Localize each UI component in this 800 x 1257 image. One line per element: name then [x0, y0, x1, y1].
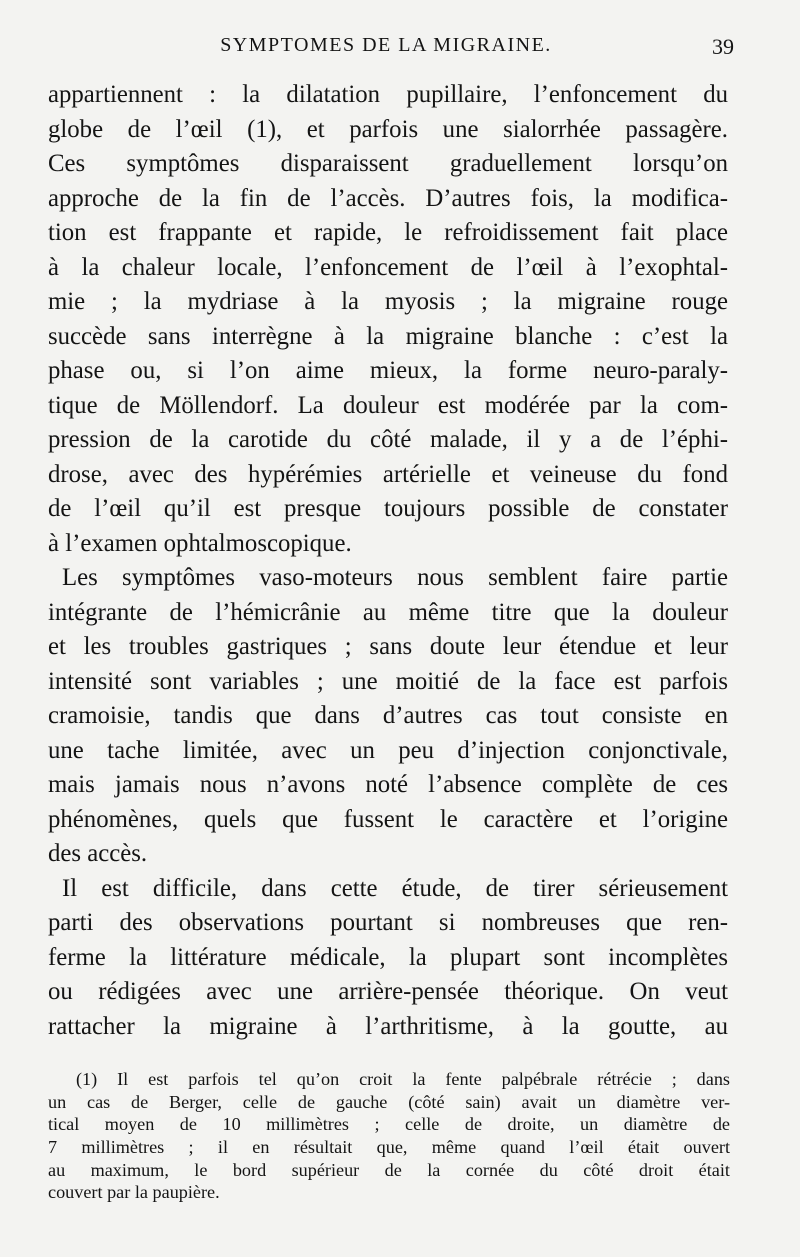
text-line: intensité sont variables ; une moitié de la face est parfois	[48, 667, 728, 695]
footnote-line: tical moyen de 10 millimètres ; celle de droite, un diamètre de	[48, 1114, 730, 1135]
text-line: globe de l’œil (1), et parfois une sialorrhée passagère.	[48, 115, 728, 143]
text-line: rattacher la migraine à l’arthritisme, à la goutte, au	[48, 1012, 728, 1040]
footnote	[48, 1068, 730, 1204]
text-line: phénomènes, quels que fussent le caractère et l’origine	[48, 805, 728, 833]
text-line: Ces symptômes disparaissent graduellement lorsqu’on	[48, 150, 728, 177]
text-line: intégrante de l’hémicrânie au même titre que la douleur	[48, 598, 728, 626]
text-line: à la chaleur locale, l’enfoncement de l’œil à l’exophtal-	[48, 253, 728, 281]
text-line: à l’examen ophtalmoscopique.	[48, 529, 352, 557]
text-line: ferme la littérature médicale, la plupart sont incomplètes	[48, 943, 728, 971]
text-line: mie ; la mydriase à la myosis ; la migraine rouge	[48, 288, 728, 315]
text-line: cramoisie, tandis que dans d’autres cas tout consiste en	[48, 702, 728, 729]
footnote-line: 7 millimètres ; il en résultait que, même quand l’œil était ouvert	[48, 1137, 730, 1158]
running-head	[48, 34, 734, 64]
text-line: pression de la carotide du côté malade, il y a de l’éphi-	[48, 426, 728, 453]
text-line: et les troubles gastriques ; sans doute leur étendue et leur	[48, 633, 728, 660]
body-text	[48, 78, 728, 1044]
text-line: drose, avec des hypérémies artérielle et veineuse du fond	[48, 460, 728, 488]
text-line: des accès.	[48, 840, 148, 867]
text-line: parti des observations pourtant si nombreuses que ren-	[48, 909, 728, 936]
running-title: SYMPTOMES DE LA MIGRAINE.	[220, 34, 552, 56]
text-line: de l’œil qu’il est presque toujours possible de constater	[48, 495, 728, 522]
footnote-line: (1) Il est parfois tel qu’on croit la fente palpébrale rétrécie ; dans	[76, 1069, 730, 1089]
footnote-line: couvert par la paupière.	[48, 1182, 220, 1203]
footnote-line: un cas de Berger, celle de gauche (côté sain) avait un diamètre ver-	[48, 1091, 730, 1112]
page-number: 39	[712, 34, 734, 59]
text-line: une tache limitée, avec un peu d’injection conjonctivale,	[48, 736, 728, 764]
text-line: tique de Möllendorf. La douleur est modérée par la com-	[48, 391, 728, 419]
footnote-line: au maximum, le bord supérieur de la cornée du côté droit était	[48, 1159, 730, 1180]
text-line: phase ou, si l’on aime mieux, la forme neuro-paraly-	[48, 357, 728, 384]
text-line: appartiennent : la dilatation pupillaire, l’enfoncement du	[48, 81, 728, 108]
text-line: succède sans interrègne à la migraine blanche : c’est la	[48, 322, 728, 350]
text-line: mais jamais nous n’avons noté l’absence complète de ces	[48, 771, 728, 798]
text-line: Les symptômes vaso-moteurs nous semblent faire partie	[62, 564, 728, 591]
text-line: ou rédigées avec une arrière-pensée théorique. On veut	[48, 978, 728, 1005]
text-line: tion est frappante et rapide, le refroidissement fait place	[48, 219, 728, 246]
text-line: Il est difficile, dans cette étude, de tirer sérieusement	[62, 874, 728, 902]
text-line: approche de la fin de l’accès. D’autres fois, la modifica-	[48, 184, 728, 212]
